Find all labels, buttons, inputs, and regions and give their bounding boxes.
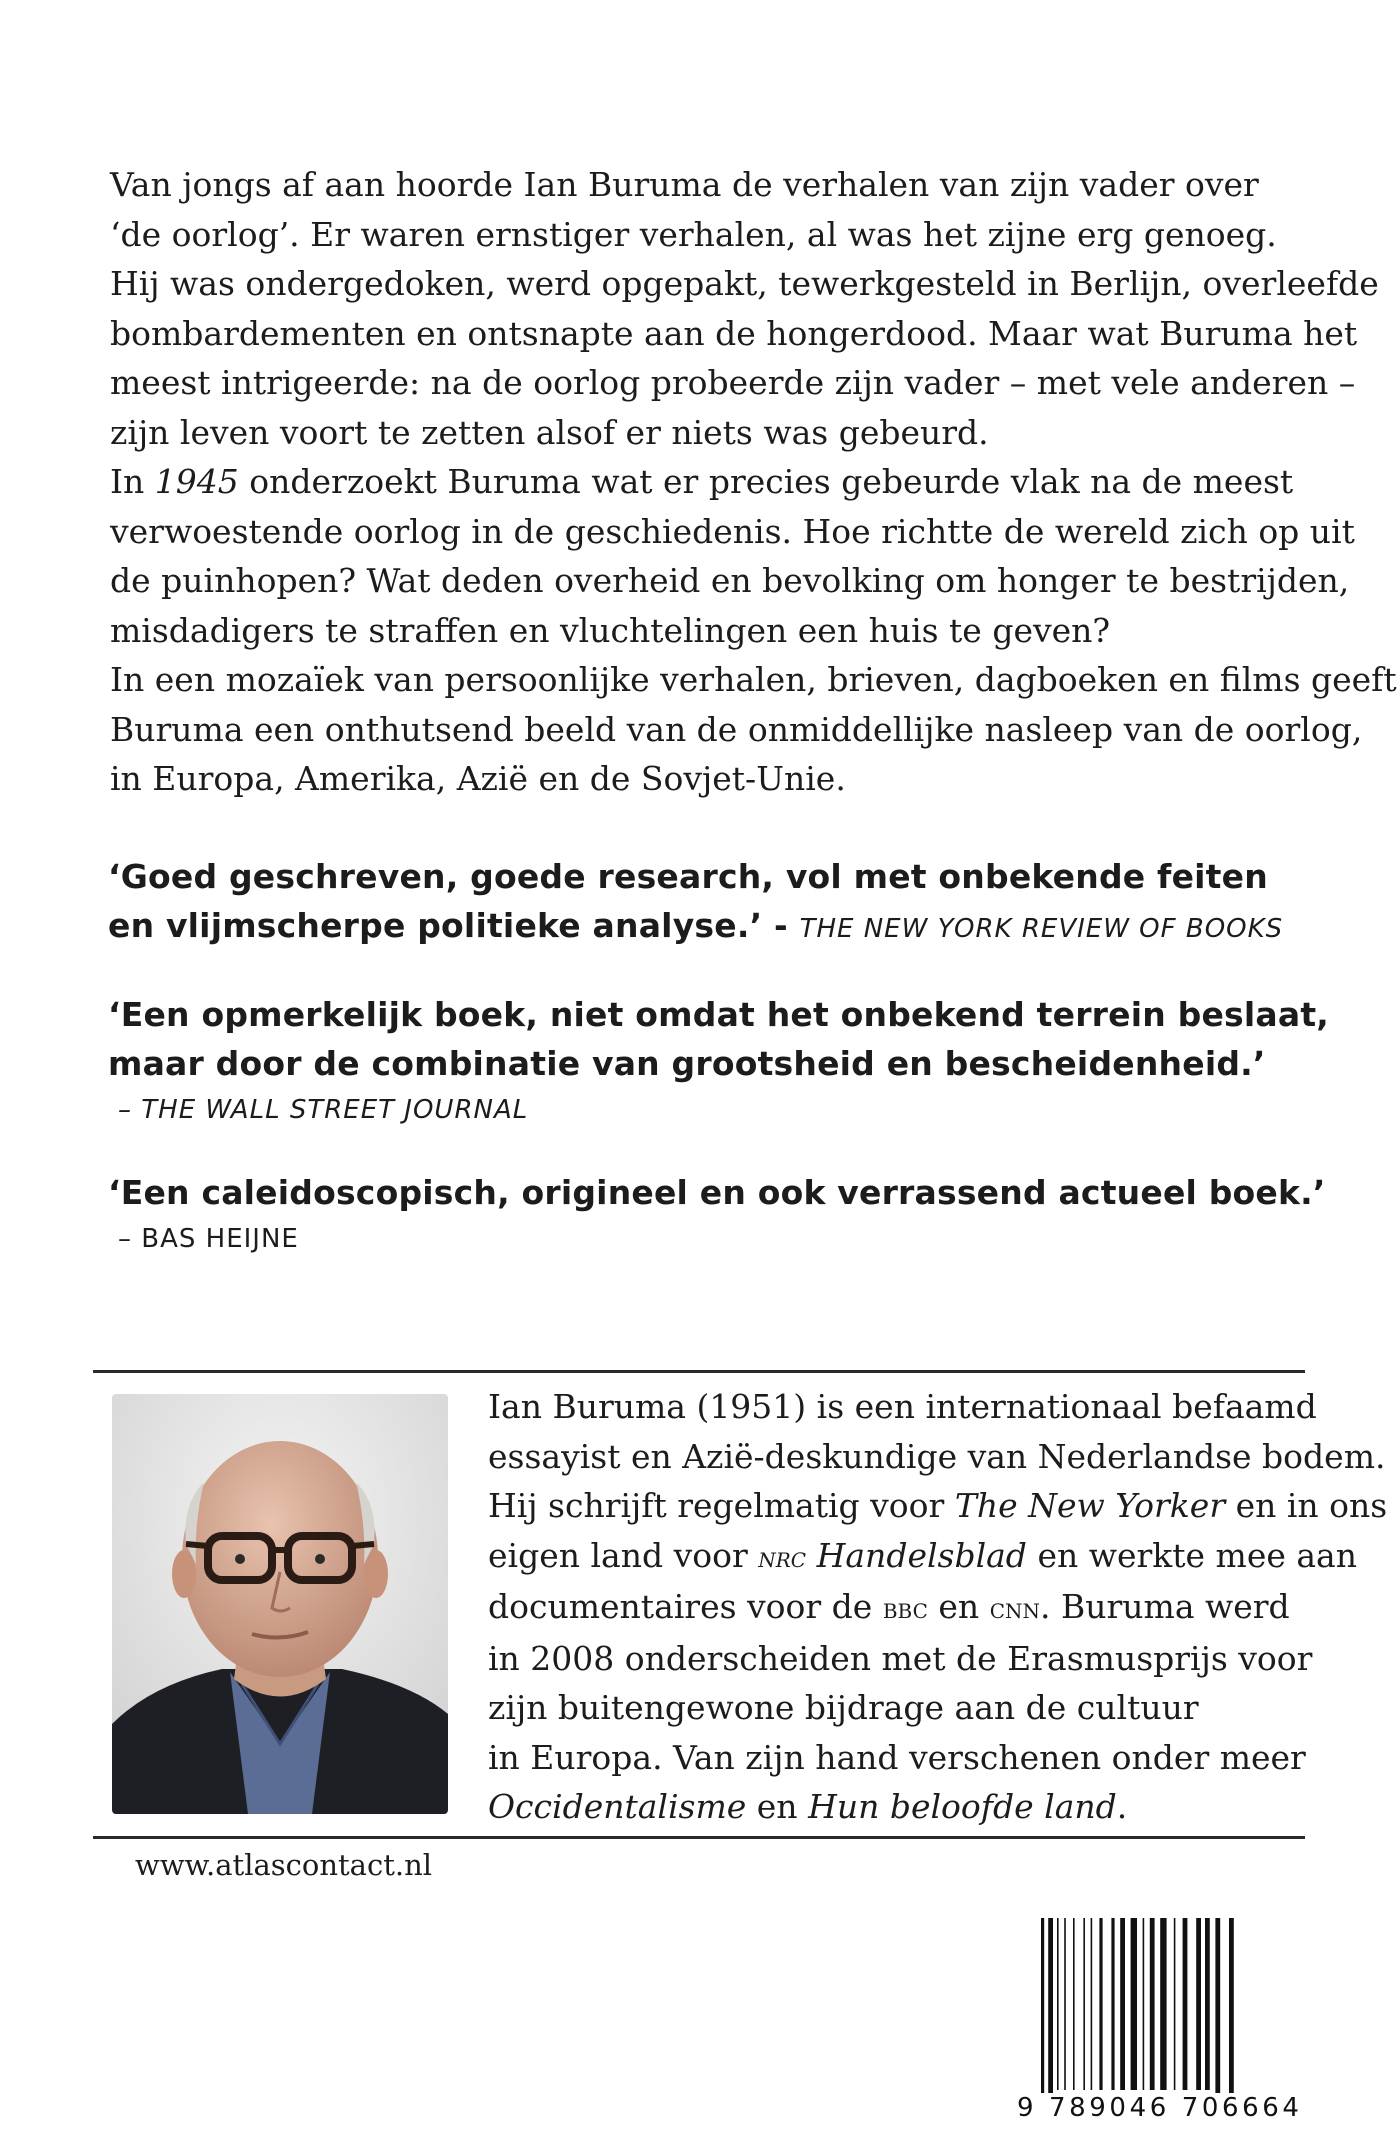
author-bio	[488, 1382, 1388, 1832]
bio-line	[488, 1782, 1308, 1832]
quote-text: ‘Een opmerkelijk boek, niet omdat het onbekend terrein beslaat,	[108, 995, 1330, 1034]
publication-abbrev: nrc	[758, 1539, 807, 1574]
blurb-text: onderzoekt Buruma wat er precies gebeurde vlak na de meest	[249, 462, 1294, 501]
blurb-line: bombardementen en ontsnapte aan de hongerdood. Maar wat Buruma het	[110, 313, 1358, 353]
review-quote	[108, 852, 1308, 954]
bio-line: in Europa. Van zijn hand verschenen onder meer	[488, 1737, 1306, 1777]
blurb-line: in Europa, Amerika, Azië en de Sovjet-Unie.	[110, 759, 846, 798]
bio-line	[488, 1531, 1357, 1583]
quote-source: THE NEW YORK REVIEW OF BOOKS	[799, 914, 1284, 944]
author-photo	[112, 1394, 448, 1814]
barcode-bar	[1131, 1918, 1137, 2090]
barcode-bar	[1196, 1918, 1201, 2090]
bio-text: en	[756, 1787, 798, 1826]
quote-text: ‘Goed geschreven, goede research, vol met onbekende feiten	[108, 857, 1268, 896]
barcode-bar	[1120, 1918, 1125, 2090]
bio-line	[488, 1481, 1388, 1531]
blurb-line: Buruma een onthutsend beeld van de onmiddellijke nasleep van de oorlog,	[110, 709, 1363, 749]
bio-text: en in ons	[1235, 1486, 1388, 1525]
barcode-bar	[1048, 1918, 1053, 2118]
bio-text: .	[1116, 1787, 1128, 1826]
quote-text	[108, 901, 1308, 954]
bio-text: documentaires voor de	[488, 1587, 873, 1626]
divider-top	[93, 1370, 1305, 1373]
publisher-website[interactable]: www.atlascontact.nl	[135, 1848, 433, 1882]
broadcaster-name: bbc	[882, 1591, 928, 1625]
barcode-bar	[1064, 1918, 1066, 2090]
broadcaster-name: cnn	[989, 1591, 1041, 1625]
barcode-bar	[1215, 1918, 1220, 2118]
isbn-number: 9 789046 706664	[1017, 2093, 1303, 2123]
quote-source: – BAS HEIJNE	[118, 1224, 299, 1254]
review-quotes	[108, 852, 1330, 1261]
blurb-line: verwoestende oorlog in de geschiedenis. Hoe richtte de wereld zich op uit	[110, 511, 1355, 551]
barcode-bar	[1229, 1918, 1234, 2118]
blurb-line	[110, 457, 1300, 507]
blurb-line: misdadigers te straffen en vluchtelingen een huis te geven?	[110, 610, 1111, 650]
barcode-bar	[1099, 1918, 1102, 2090]
barcode-bar	[1041, 1918, 1044, 2118]
bio-line: essayist en Azië-deskundige van Nederlandse bodem.	[488, 1436, 1386, 1476]
publication-title: The New Yorker	[954, 1486, 1226, 1525]
barcode-bar	[1091, 1918, 1093, 2090]
barcode-bar	[1183, 1918, 1188, 2090]
blurb-line: ‘de oorlog’. Er waren ernstiger verhalen, al was het zijne erg genoeg.	[110, 214, 1277, 254]
barcode-bar	[1073, 1918, 1075, 2090]
bio-text: en werkte mee aan	[1037, 1535, 1357, 1575]
blurb-line: zijn leven voort te zetten alsof er niets was gebeurd.	[110, 412, 989, 452]
blurb-line: meest intrigeerde: na de oorlog probeerde zijn vader – met vele anderen –	[110, 363, 1356, 402]
book-title: 1945	[154, 462, 239, 501]
blurb-line: Van jongs af aan hoorde Ian Buruma de verhalen van zijn vader over	[110, 165, 1259, 204]
quote-text: maar door de combinatie van grootsheid en bescheidenheid.’	[108, 1044, 1266, 1083]
book-title: Occidentalisme	[488, 1787, 747, 1826]
barcode-bar	[1174, 1918, 1176, 2090]
bio-line: Ian Buruma (1951) is een internationaal befaamd	[488, 1387, 1317, 1426]
blurb-line: de puinhopen? Wat deden overheid en bevolking om honger te bestrijden,	[110, 561, 1350, 600]
review-quote	[108, 1168, 1326, 1261]
barcode-bar	[1057, 1918, 1059, 2090]
bio-line: zijn buitengewone bijdrage aan de cultuur	[488, 1688, 1199, 1727]
bio-text: eigen land voor	[488, 1535, 748, 1575]
bio-text: en	[938, 1587, 980, 1626]
barcode-bar	[1205, 1918, 1210, 2090]
bio-line	[488, 1582, 1308, 1634]
divider-bottom	[93, 1836, 1305, 1839]
quote-source: – THE WALL STREET JOURNAL	[118, 1095, 529, 1125]
blurb-line: Hij was ondergedoken, werd opgepakt, tewerkgesteld in Berlijn, overleefde	[110, 264, 1379, 303]
barcode-bar	[1111, 1918, 1114, 2090]
blurb-text: In	[110, 462, 145, 501]
quote-text: ‘Een caleidoscopisch, origineel en ook verrassend actueel boek.’	[108, 1173, 1326, 1212]
quote-text-end: en vlijmscherpe politieke analyse.’ -	[108, 906, 788, 945]
publication-title: Handelsblad	[816, 1535, 1027, 1575]
review-quote	[108, 990, 1330, 1132]
bio-text: Hij schrijft regelmatig voor	[488, 1486, 945, 1525]
book-blurb	[110, 160, 1397, 804]
barcode-bar	[1143, 1918, 1145, 2090]
bio-text: . Buruma werd	[1040, 1587, 1290, 1626]
barcode-bar	[1150, 1918, 1155, 2090]
barcode-bar	[1083, 1918, 1085, 2090]
book-title: Hun beloofde land	[808, 1787, 1117, 1826]
bio-line: in 2008 onderscheiden met de Erasmusprijs voor	[488, 1638, 1313, 1678]
blurb-line: In een mozaïek van persoonlijke verhalen, brieven, dagboeken en films geeft	[110, 660, 1397, 699]
barcode-bar	[1160, 1918, 1166, 2090]
